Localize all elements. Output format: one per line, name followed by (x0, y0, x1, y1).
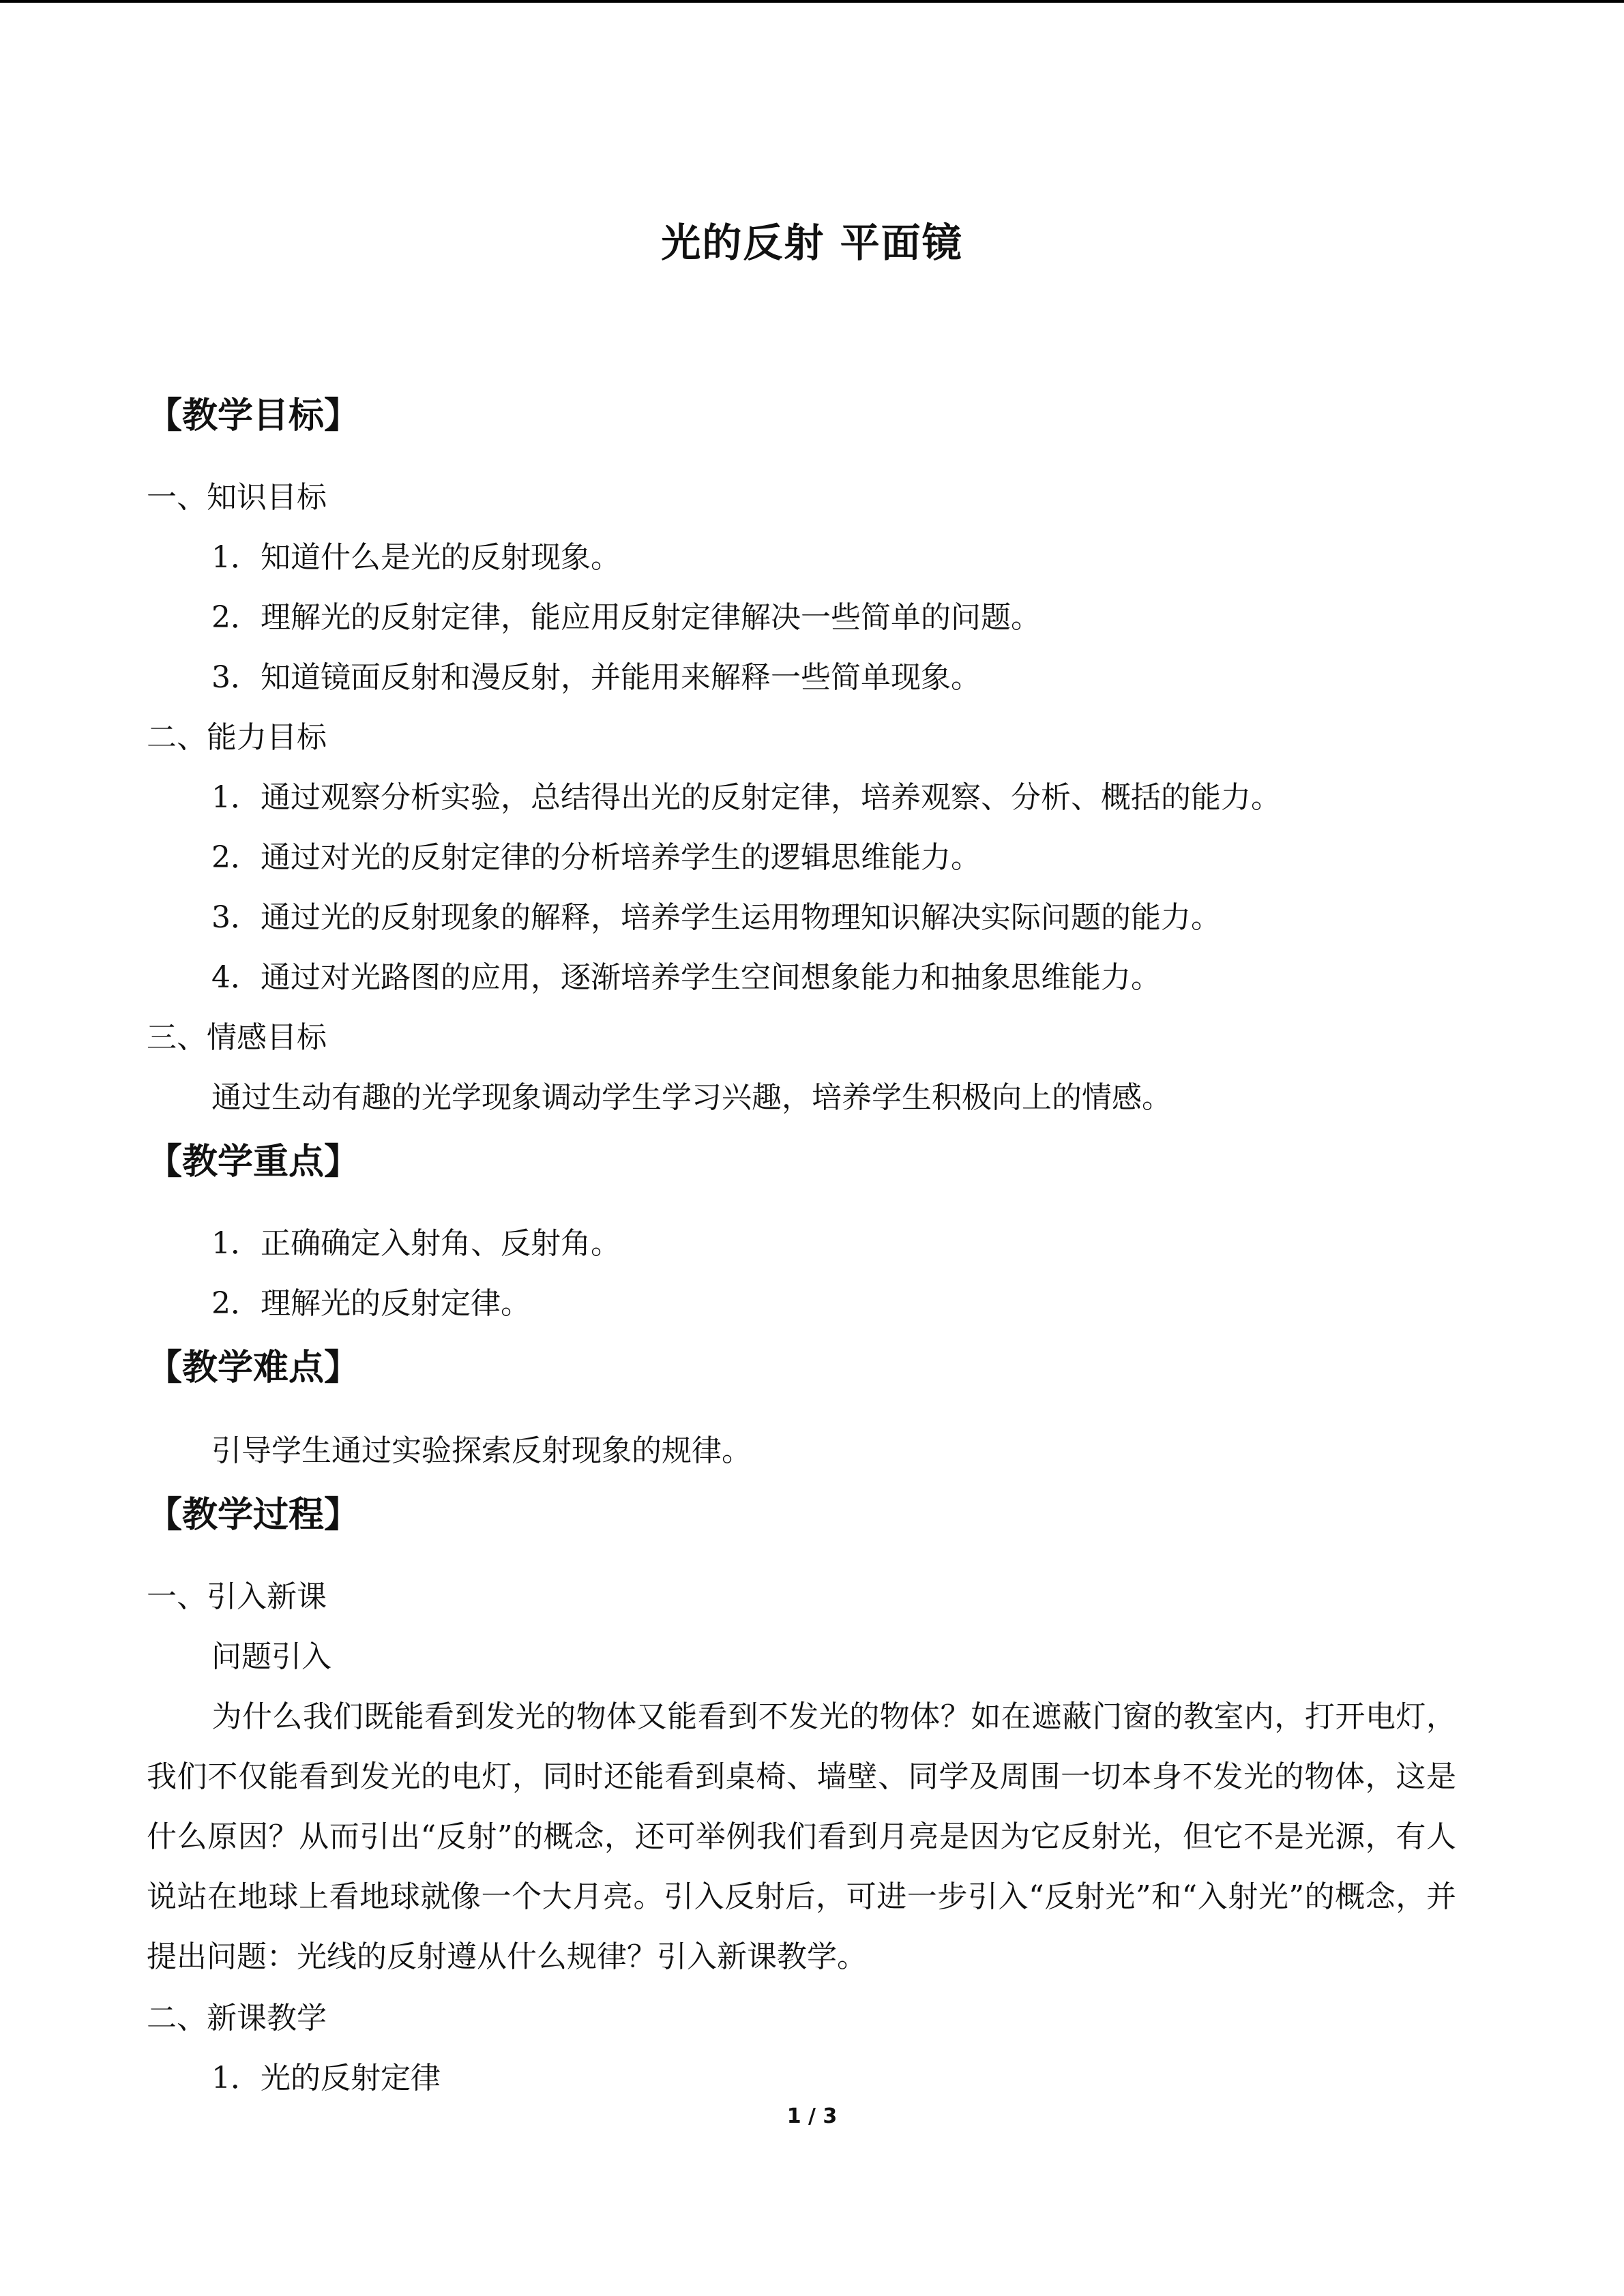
knowledge-item-3: 3．知道镜面反射和漫反射，并能用来解释一些简单现象。 (211, 660, 981, 695)
emotion-objectives-text: 通过生动有趣的光学现象调动学生学习兴趣，培养学生积极向上的情感。 (211, 1080, 1172, 1115)
new-lesson-item-1: 1．光的反射定律 (211, 2061, 441, 2096)
intro-paragraph-text: 为什么我们既能看到发光的物体又能看到不发光的物体？如在遮蔽门窗的教室内，打开电灯，我们不仅能看到发光的电灯，同时还能看到桌椅、墙壁、同学及周围一切本身不发光的物体，这是什么原因？从而引出“反射”的概念，还可举例我们看到月亮是因为它反射光，但它不是光源，有人说站在地球上看地球就像一个大月亮。引入反射后，可进一步引入“反射光”和“入射光”的概念，并提出问题：光线的反射遵从什么规律？引入新课教学。 (147, 1699, 1456, 1974)
intro-sub-label: 问题引入 (211, 1639, 331, 1674)
ability-item-2: 2．通过对光的反射定律的分析培养学生的逻辑思维能力。 (211, 840, 981, 875)
new-lesson-label: 二、新课教学 (147, 2001, 327, 2036)
ability-objectives-label: 二、能力目标 (147, 720, 327, 755)
heading-process: 【教学过程】 (147, 1495, 360, 1536)
key-point-item-1: 1．正确确定入射角、反射角。 (211, 1226, 621, 1261)
ability-item-4: 4．通过对光路图的应用，逐渐培养学生空间想象能力和抽象思维能力。 (211, 960, 1161, 995)
heading-objectives: 【教学目标】 (147, 396, 360, 436)
intro-paragraph (147, 1687, 1456, 1987)
heading-key-points: 【教学重点】 (147, 1142, 360, 1182)
emotion-objectives-label: 三、情感目标 (147, 1020, 327, 1055)
ability-item-1: 1．通过观察分析实验，总结得出光的反射定律，培养观察、分析、概括的能力。 (211, 780, 1281, 815)
heading-difficulties: 【教学难点】 (147, 1347, 360, 1388)
knowledge-item-1: 1．知道什么是光的反射现象。 (211, 540, 621, 575)
key-point-item-2: 2．理解光的反射定律。 (211, 1286, 531, 1321)
knowledge-item-2: 2．理解光的反射定律，能应用反射定律解决一些简单的问题。 (211, 600, 1041, 635)
knowledge-objectives-label: 一、知识目标 (147, 480, 327, 515)
intro-label: 一、引入新课 (147, 1579, 327, 1614)
difficulties-text: 引导学生通过实验探索反射现象的规律。 (211, 1433, 752, 1468)
page-indicator: 1 / 3 (786, 2104, 838, 2128)
document-title: 光的反射 平面镜 (661, 220, 963, 266)
ability-item-3: 3．通过光的反射现象的解释，培养学生运用物理知识解决实际问题的能力。 (211, 900, 1221, 935)
